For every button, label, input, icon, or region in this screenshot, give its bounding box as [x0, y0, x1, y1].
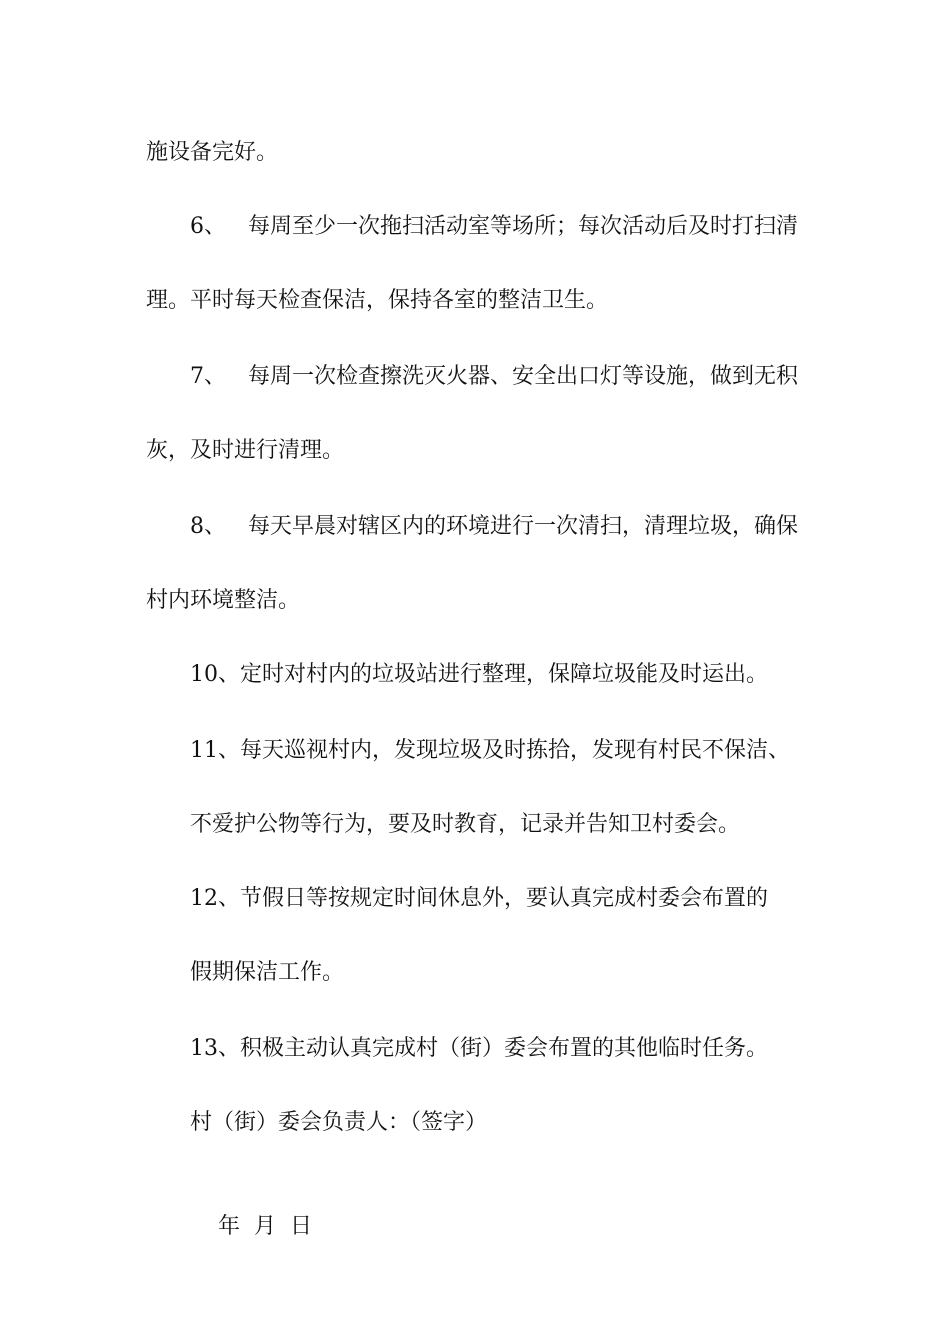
line-text: 理。平时每天检查保洁，保持各室的整洁卫生。 [146, 288, 609, 313]
paragraph-line [146, 436, 344, 466]
line-text: 11、每天巡视村内，发现垃圾及时拣拾，发现有村民不保洁、 [190, 738, 790, 763]
date-line [190, 1182, 312, 1272]
paragraph-line [146, 286, 608, 316]
line-text: 每天早晨对辖区内的环境进行一次清扫，清理垃圾，确保 [248, 514, 799, 539]
line-text: 施设备完好。 [146, 140, 279, 165]
signature-line [190, 1108, 487, 1138]
paragraph-line-item-6 [190, 212, 798, 242]
paragraph-line-item-7 [190, 362, 798, 392]
line-text: 13、积极主动认真完成村（街）委会布置的其他临时任务。 [190, 1036, 768, 1061]
line-text: 村内环境整洁。 [146, 588, 301, 613]
item-number: 7、 [190, 364, 226, 389]
paragraph-line-item-13 [190, 1034, 768, 1064]
paragraph-line [146, 138, 278, 168]
paragraph-line-item-8 [190, 512, 798, 542]
paragraph-line-item-11 [190, 736, 790, 766]
item-number: 8、 [190, 514, 226, 539]
line-text: 村（街）委会负责人：（签字） [190, 1110, 488, 1135]
paragraph-line [146, 586, 300, 616]
line-text: 假期保洁工作。 [190, 960, 345, 985]
item-number: 6、 [190, 214, 226, 239]
paragraph-line-item-12 [190, 884, 768, 914]
paragraph-line-item-10 [190, 660, 768, 690]
paragraph-line [190, 810, 740, 840]
line-text: 每周一次检查擦洗灭火器、安全出口灯等设施，做到无积 [248, 364, 799, 389]
line-text: 灰，及时进行清理。 [146, 438, 345, 463]
line-text: 每周至少一次拖扫活动室等场所；每次活动后及时打扫清 [248, 214, 799, 239]
line-text: 12、节假日等按规定时间休息外，要认真完成村委会布置的 [190, 886, 768, 911]
paragraph-line [190, 958, 344, 988]
line-text: 10、定时对村内的垃圾站进行整理，保障垃圾能及时运出。 [190, 662, 768, 687]
line-text: 不爱护公物等行为，要及时教育，记录并告知卫村委会。 [190, 812, 741, 837]
line-text: 年 月 日 [217, 1214, 312, 1239]
